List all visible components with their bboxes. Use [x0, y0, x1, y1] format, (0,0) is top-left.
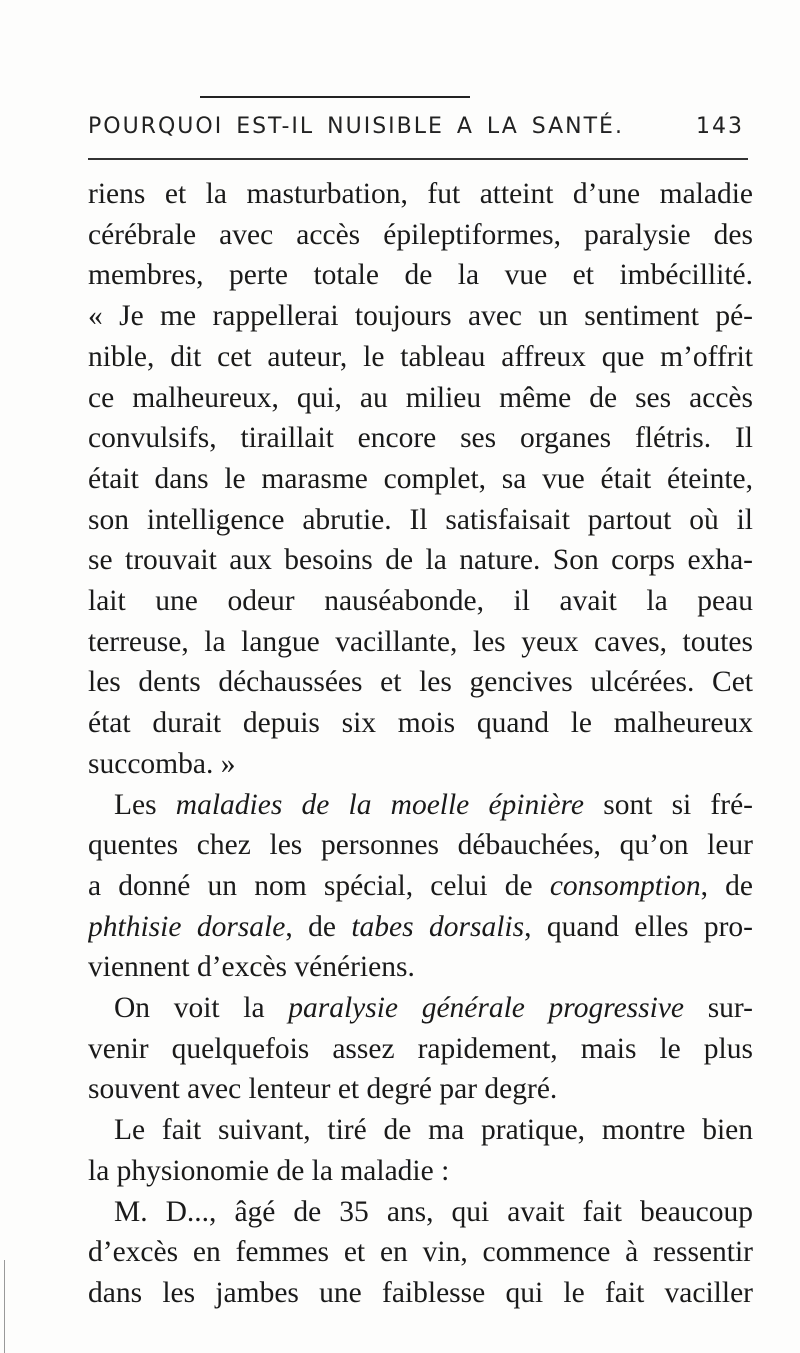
- text-run: succomba. »: [88, 747, 236, 780]
- text-line: [88, 215, 753, 256]
- italic-term: consomption: [549, 869, 701, 902]
- text-line: [88, 1029, 753, 1070]
- text-run: souvent avec lenteur et degré par degré.: [88, 1073, 558, 1106]
- text-run: nible, dit cet auteur, le tableau affreux que m’offrit: [88, 340, 753, 373]
- text-run: M. D..., âgé de 35 ans, qui avait fait beaucoup: [114, 1195, 753, 1228]
- text-run: son intelligence abrutie. Il satisfaisait partout où il: [88, 503, 753, 536]
- text-run: état durait depuis six mois quand le malheureux: [88, 707, 753, 740]
- text-line: [88, 703, 753, 744]
- text-line: [88, 255, 753, 296]
- italic-term: paralysie générale progressive: [288, 992, 685, 1025]
- text-line: [88, 825, 753, 866]
- text-run: se trouvait aux besoins de la nature. Son corps exha-: [88, 544, 753, 577]
- text-run: la physionomie de la maladie :: [88, 1154, 450, 1187]
- text-line: [88, 296, 753, 337]
- text-line: [88, 947, 753, 988]
- italic-term: maladies de la moelle épinière: [175, 788, 585, 821]
- text-run: riens et la masturbation, fut atteint d’une maladie: [88, 178, 753, 210]
- text-line: [88, 1273, 753, 1314]
- text-line: [88, 785, 753, 826]
- text-line: [88, 662, 753, 703]
- header-rule: [88, 158, 748, 160]
- body-text: [88, 174, 753, 1314]
- text-run: était dans le marasme complet, sa vue était éteinte,: [88, 462, 753, 495]
- text-line: [88, 988, 753, 1029]
- text-run: convulsifs, tiraillait encore ses organes flétris. Il: [88, 422, 753, 455]
- text-line: [88, 337, 753, 378]
- text-run: a donné un nom spécial, celui de: [88, 869, 550, 902]
- text-run: d’excès en femmes et en vin, commence à ressentir: [88, 1236, 753, 1269]
- text-line: [88, 622, 753, 663]
- text-line: [88, 1110, 753, 1151]
- text-run: terreuse, la langue vacillante, les yeux caves, toutes: [88, 625, 753, 658]
- text-line: [88, 540, 753, 581]
- text-run: , de: [700, 869, 753, 902]
- running-head-title: POURQUOI EST-IL NUISIBLE A LA SANTÉ.: [88, 114, 624, 139]
- text-line: [88, 1232, 753, 1273]
- text-run: lait une odeur nauséabonde, il avait la peau: [88, 585, 753, 618]
- text-line: [88, 418, 753, 459]
- text-run: ce malheureux, qui, au milieu même de ses accès: [88, 381, 753, 414]
- text-line: [88, 744, 753, 785]
- text-run: sur-: [684, 992, 753, 1025]
- text-line: [88, 1151, 753, 1192]
- text-line: [88, 1069, 753, 1110]
- text-run: dans les jambes une faiblesse qui le fait vaciller: [88, 1276, 753, 1309]
- text-line: [88, 581, 753, 622]
- text-run: Le fait suivant, tiré de ma pratique, montre bien: [114, 1114, 753, 1147]
- italic-term: phthisie dorsale: [88, 910, 286, 943]
- top-rule: [200, 96, 470, 98]
- text-line: [88, 378, 753, 419]
- text-line: [88, 907, 753, 948]
- text-line: [88, 174, 753, 215]
- text-run: viennent d’excès vénériens.: [88, 951, 415, 984]
- text-line: [88, 1192, 753, 1233]
- text-run: venir quelquefois assez rapidement, mais le plus: [88, 1032, 753, 1065]
- text-run: quentes chez les personnes débauchées, qu’on leur: [88, 829, 753, 862]
- text-run: membres, perte totale de la vue et imbécillité.: [88, 259, 753, 292]
- text-line: [88, 866, 753, 907]
- italic-term: tabes dorsalis: [351, 910, 525, 943]
- text-run: les dents déchaussées et les gencives ulcérées. Cet: [88, 666, 753, 699]
- running-head: [88, 114, 748, 144]
- text-run: , quand elles pro-: [524, 910, 753, 943]
- text-line: [88, 500, 753, 541]
- text-run: On voit la: [114, 992, 289, 1025]
- text-run: sont si fré-: [584, 788, 753, 821]
- margin-mark: [4, 1260, 5, 1353]
- text-run: Les: [114, 788, 176, 821]
- text-run: , de: [285, 910, 352, 943]
- page-number: 143: [696, 114, 744, 139]
- text-run: « Je me rappellerai toujours avec un sentiment pé-: [88, 300, 753, 333]
- text-line: [88, 459, 753, 500]
- text-run: cérébrale avec accès épileptiformes, paralysie des: [88, 218, 753, 251]
